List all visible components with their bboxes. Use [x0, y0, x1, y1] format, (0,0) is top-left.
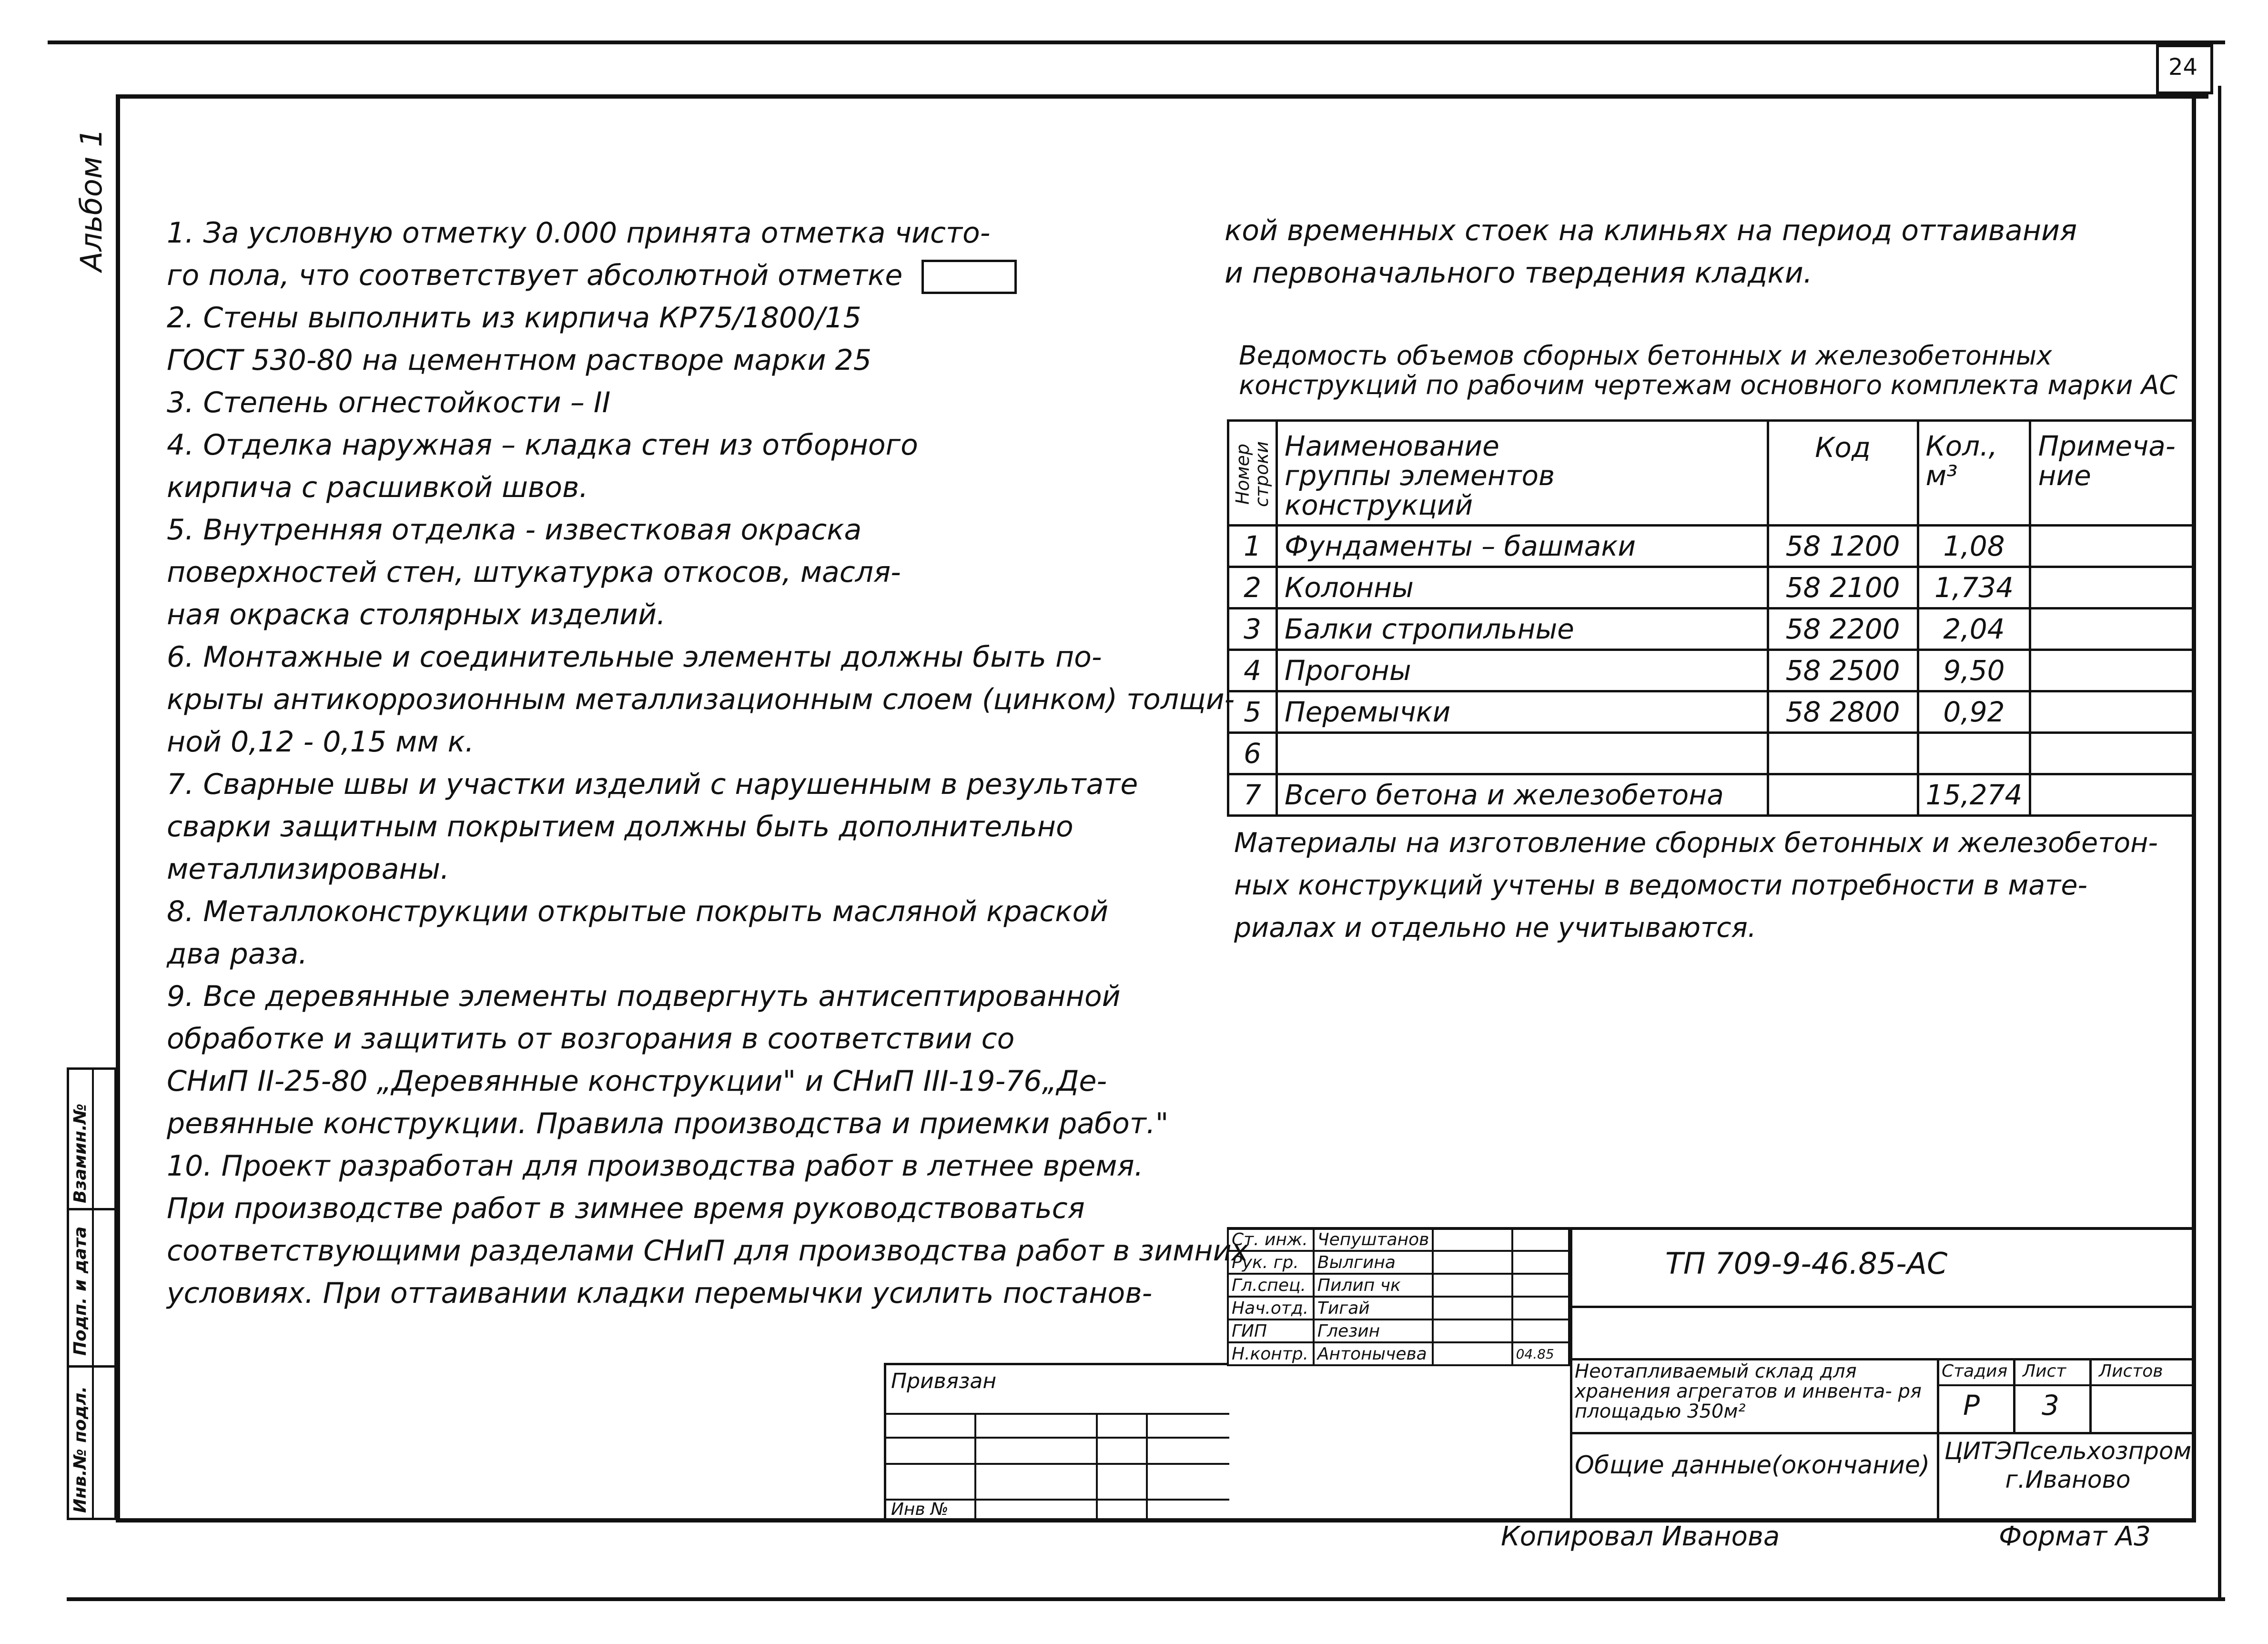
- cell-no: 3: [1228, 609, 1277, 650]
- signature-row: [1228, 1251, 1569, 1274]
- cell-qty: 0,92: [1918, 691, 2030, 733]
- sheets-label: Листов: [2099, 1361, 2163, 1381]
- cell-no: 4: [1228, 650, 1277, 691]
- role: Гл.спец.: [1228, 1274, 1314, 1297]
- table-row: [1228, 526, 2193, 567]
- materials-line: риалах и отдельно не учитываются.: [1234, 912, 1756, 944]
- sheet-label: Лист: [2023, 1361, 2066, 1381]
- bind-hline-3: [886, 1463, 1229, 1465]
- cell-code: 58 2500: [1768, 650, 1918, 691]
- note-line: 10. Проект разработан для производства работ в летнее время.: [167, 1149, 1144, 1183]
- role: Нач.отд.: [1228, 1297, 1314, 1319]
- cell-name: Перемычки: [1277, 691, 1768, 733]
- cell-qty: 9,50: [1918, 650, 2030, 691]
- note-line: 3. Степень огнестойкости – II: [167, 386, 611, 419]
- stamp-vline-main: [1570, 1227, 1572, 1520]
- role: Н.контр.: [1228, 1342, 1314, 1365]
- title-block: [1227, 1227, 2194, 1520]
- note-line: СНиП II-25-80 „Деревянные конструкции" и СНиП III-19-76„Де-: [167, 1065, 1107, 1098]
- cell-name: [1277, 733, 1768, 774]
- cell-qty: [1918, 733, 2030, 774]
- date: [1512, 1319, 1569, 1342]
- cell-code: 58 1200: [1768, 526, 1918, 567]
- signature-row: [1228, 1297, 1569, 1319]
- cell-name: Балки стропильные: [1277, 609, 1768, 650]
- signature-row: [1228, 1342, 1569, 1365]
- note-line: 8. Металлоконструкции открытые покрыть масляной краской: [167, 895, 1109, 928]
- note-line: и первоначального твердения кладки.: [1225, 256, 1812, 290]
- binding-block: [884, 1363, 1227, 1520]
- note-line: сварки защитным покрытием должны быть дополнительно: [167, 810, 1073, 843]
- org-name: [1942, 1437, 2194, 1494]
- note-line: крыты антикоррозионным металлизационным слоем (цинком) толщи-: [167, 683, 1235, 716]
- materials-note: [1234, 822, 2192, 949]
- cell-note: [2030, 774, 2193, 816]
- side-divider: [92, 1070, 94, 1518]
- stamp-top-line: [1227, 1227, 2194, 1230]
- person-name: Антонычева: [1314, 1342, 1433, 1365]
- stage-label: Стадия: [1942, 1361, 2008, 1381]
- signature: [1433, 1319, 1512, 1342]
- notes-right: [1225, 210, 2177, 294]
- cell-note: [2030, 650, 2193, 691]
- sheet-title: Общие данные(окончание): [1575, 1451, 1930, 1480]
- date: [1512, 1274, 1569, 1297]
- elevation-box: [921, 260, 1017, 294]
- signature: [1433, 1228, 1512, 1251]
- side-label-replace: Взамин.№: [71, 1103, 90, 1203]
- note-line: 2. Стены выполнить из кирпича КР75/1800/15: [167, 301, 861, 335]
- cell-qty: 1,08: [1918, 526, 2030, 567]
- cell-name: Колонны: [1277, 567, 1768, 609]
- person-name: Пилип чк: [1314, 1274, 1433, 1297]
- stamp-hline-3: [1570, 1432, 2194, 1434]
- object-title: Неотапливаемый склад для хранения агрегатов и инвента- ря площадью 350м²: [1575, 1360, 1922, 1422]
- date: [1512, 1228, 1569, 1251]
- table-row: [1228, 650, 2193, 691]
- cell-note: [2030, 567, 2193, 609]
- cell-qty: 2,04: [1918, 609, 2030, 650]
- role: ГИП: [1228, 1319, 1314, 1342]
- inv-label: Инв №: [891, 1500, 949, 1519]
- table-row: [1228, 691, 2193, 733]
- cell-code: [1768, 733, 1918, 774]
- table-row: [1228, 609, 2193, 650]
- note-line: 7. Сварные швы и участки изделий с нарушенным в результате: [167, 768, 1138, 801]
- org-line1: ЦИТЭПсельхозпром: [1944, 1437, 2192, 1465]
- note-line: ГОСТ 530-80 на цементном растворе марки 25: [167, 344, 872, 377]
- stamp-vline-2: [1937, 1358, 1939, 1520]
- note-line: условиях. При оттаивании кладки перемычки усилить постанов-: [167, 1277, 1153, 1310]
- top-border-line: [48, 41, 2225, 44]
- person-name: Вылгина: [1314, 1251, 1433, 1274]
- note-line: поверхностей стен, штукатурка откосов, масля-: [167, 556, 901, 589]
- note-line: металлизированы.: [167, 852, 450, 886]
- role: Рук. гр.: [1228, 1251, 1314, 1274]
- note-line: 6. Монтажные и соединительные элементы должны быть по-: [167, 640, 1102, 674]
- stamp-vline-4: [2089, 1358, 2092, 1432]
- header-code: Код: [1768, 421, 1918, 526]
- bind-vline-3: [1146, 1413, 1148, 1522]
- cell-code: 58 2800: [1768, 691, 1918, 733]
- note-line: 1. За условную отметку 0.000 принята отметка чисто-: [167, 216, 991, 250]
- cell-qty: 15,274: [1918, 774, 2030, 816]
- note-line: два раза.: [167, 937, 308, 971]
- note-line: 4. Отделка наружная – кладка стен из отборного: [167, 428, 918, 462]
- stamp-vline-3: [2013, 1358, 2015, 1432]
- sheet-number: 24: [2168, 54, 2198, 81]
- side-label-inv: Инв.№ подл.: [71, 1386, 90, 1513]
- table-row: [1228, 567, 2193, 609]
- header-row-no: [1228, 421, 1277, 526]
- signature: [1433, 1342, 1512, 1365]
- stamp-hline-4: [1937, 1384, 2194, 1386]
- cell-no: 5: [1228, 691, 1277, 733]
- cell-no: 1: [1228, 526, 1277, 567]
- note-line: ная окраска столярных изделий.: [167, 598, 666, 631]
- header-qty: Кол., м³: [1918, 421, 2030, 526]
- signature-row: [1228, 1228, 1569, 1251]
- cell-name: Прогоны: [1277, 650, 1768, 691]
- note-line: 5. Внутренняя отделка - известковая окраска: [167, 513, 862, 547]
- bind-vline-2: [1096, 1413, 1098, 1522]
- copied-by: Копировал Иванова: [1501, 1521, 1780, 1552]
- cell-qty: 1,734: [1918, 567, 2030, 609]
- table-title: [1239, 341, 2192, 400]
- signature: [1433, 1251, 1512, 1274]
- signature: [1433, 1274, 1512, 1297]
- date: [1512, 1251, 1569, 1274]
- cell-code: [1768, 774, 1918, 816]
- materials-line: Материалы на изготовление сборных бетонных и железобетон-: [1234, 827, 2158, 859]
- role: Ст. инж.: [1228, 1228, 1314, 1251]
- note-line: ной 0,12 - 0,15 мм к.: [167, 725, 474, 759]
- stage-value: Р: [1963, 1389, 1980, 1421]
- cell-note: [2030, 526, 2193, 567]
- materials-line: ных конструкций учтены в ведомости потребности в мате-: [1234, 870, 2087, 901]
- side-hline-1: [69, 1208, 117, 1210]
- person-name: Тигай: [1314, 1297, 1433, 1319]
- person-name: Чепуштанов: [1314, 1228, 1433, 1251]
- header-name: Наименование группы элементов конструкций: [1277, 421, 1768, 526]
- format-label: Формат А3: [1999, 1521, 2151, 1552]
- cell-note: [2030, 691, 2193, 733]
- person-name: Глезин: [1314, 1319, 1433, 1342]
- table-title-line2: конструкций по рабочим чертежам основного комплекта марки АС: [1239, 370, 2177, 400]
- cell-code: 58 2200: [1768, 609, 1918, 650]
- signature: [1433, 1297, 1512, 1319]
- bottom-border-line: [67, 1597, 2225, 1601]
- cell-no: 2: [1228, 567, 1277, 609]
- volumes-table: [1227, 419, 2194, 817]
- date-mark: 04.85: [1512, 1342, 1569, 1365]
- table-row: [1228, 733, 2193, 774]
- cell-note: [2030, 609, 2193, 650]
- table-title-line1: Ведомость объемов сборных бетонных и железобетонных: [1239, 340, 2052, 371]
- date: [1512, 1297, 1569, 1319]
- note-line: ревянные конструкции. Правила производства и приемки работ.": [167, 1107, 1169, 1140]
- cell-note: [2030, 733, 2193, 774]
- cell-no: 6: [1228, 733, 1277, 774]
- sheet-value: 3: [2042, 1389, 2059, 1421]
- side-label-signature: Подп. и дата: [71, 1226, 90, 1356]
- bind-hline-2: [886, 1437, 1229, 1439]
- side-hline-2: [69, 1365, 117, 1368]
- notes-left: [167, 212, 1249, 1315]
- note-line: 9. Все деревянные элементы подвергнуть антисептированной: [167, 980, 1121, 1013]
- header-row-no-text: Номер строки: [1232, 441, 1272, 507]
- org-line2: г.Иваново: [2005, 1466, 2131, 1493]
- signature-row: [1228, 1319, 1569, 1342]
- note-line: обработке и защитить от возгорания в соответствии со: [167, 1022, 1015, 1055]
- cell-name: Фундаменты – башмаки: [1277, 526, 1768, 567]
- privyazan-label: Привязан: [891, 1369, 997, 1393]
- table-header-row: [1228, 421, 2193, 526]
- signature-grid: [1227, 1227, 1570, 1366]
- right-edge-line: [2218, 86, 2221, 1601]
- doc-code: ТП 709-9-46.85-АС: [1665, 1246, 1948, 1281]
- stamp-hline-1: [1570, 1306, 2194, 1308]
- side-stamp-strip: [67, 1067, 117, 1520]
- note-line: кой временных стоек на клиньях на период оттаивания: [1225, 214, 2077, 247]
- header-note: Примеча- ние: [2030, 421, 2193, 526]
- note-line: При производстве работ в зимнее время руководствоваться: [167, 1192, 1085, 1225]
- frame-top: [117, 94, 2208, 99]
- cell-code: 58 2100: [1768, 567, 1918, 609]
- table-row-total: [1228, 774, 2193, 816]
- cell-name: Всего бетона и железобетона: [1277, 774, 1768, 816]
- bind-vline-1: [974, 1413, 976, 1522]
- bind-hline-1: [886, 1413, 1229, 1415]
- note-line: кирпича с расшивкой швов.: [167, 471, 588, 504]
- signature-row: [1228, 1274, 1569, 1297]
- note-line: го пола, что соответствует абсолютной отметке: [167, 254, 1191, 297]
- album-label: Альбом 1: [74, 128, 109, 272]
- sheet-number-box: [2156, 44, 2213, 94]
- cell-no: 7: [1228, 774, 1277, 816]
- note-line: соответствующими разделами СНиП для производства работ в зимних: [167, 1234, 1249, 1268]
